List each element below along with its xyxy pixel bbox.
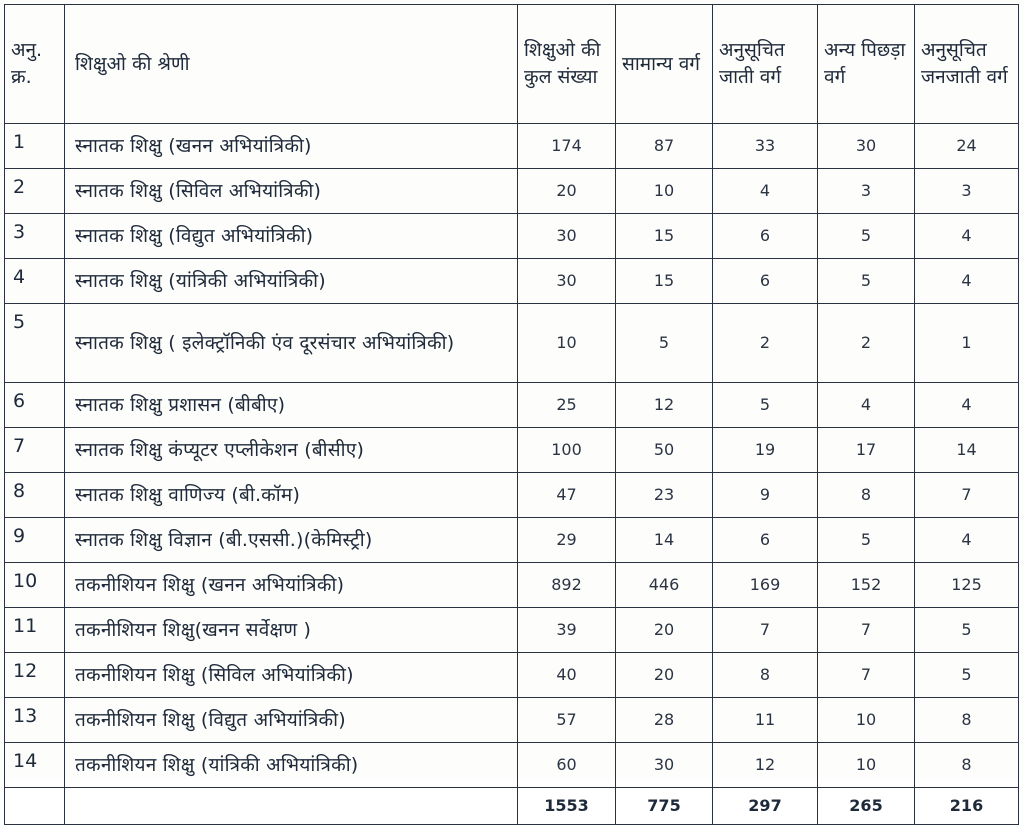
apprentice-category-table <box>4 4 1019 825</box>
header-total: शिक्षुओ की कुल संख्या <box>518 5 616 124</box>
cell-category: स्नातक शिक्षु (खनन अभियांत्रिकी) <box>65 124 518 169</box>
header-sno: अनु. क्र. <box>5 5 65 124</box>
cell-general: 446 <box>616 563 713 608</box>
cell-category: तकनीशियन शिक्षु(खनन सर्वेक्षण ) <box>65 608 518 653</box>
cell-general: 10 <box>616 169 713 214</box>
cell-total: 39 <box>518 608 616 653</box>
cell-obc: 7 <box>818 653 915 698</box>
header-obc: अन्य पिछड़ा वर्ग <box>818 5 915 124</box>
cell-sno: 9 <box>5 518 65 563</box>
cell-sno: 13 <box>5 698 65 743</box>
cell-sno: 4 <box>5 259 65 304</box>
cell-st: 125 <box>915 563 1019 608</box>
cell-st: 3 <box>915 169 1019 214</box>
cell-category: स्नातक शिक्षु (विद्युत अभियांत्रिकी) <box>65 214 518 259</box>
cell-st: 4 <box>915 259 1019 304</box>
cell-sc: 11 <box>713 698 818 743</box>
total-general: 775 <box>616 788 713 825</box>
cell-sc: 6 <box>713 214 818 259</box>
total-st: 216 <box>915 788 1019 825</box>
table-row <box>5 169 1019 214</box>
cell-st: 7 <box>915 473 1019 518</box>
cell-st: 4 <box>915 214 1019 259</box>
cell-sno: 1 <box>5 124 65 169</box>
cell-total: 100 <box>518 428 616 473</box>
table-row <box>5 608 1019 653</box>
cell-obc: 2 <box>818 304 915 383</box>
cell-obc: 5 <box>818 214 915 259</box>
cell-sc: 169 <box>713 563 818 608</box>
cell-category: स्नातक शिक्षु ( इलेक्ट्रॉनिकी एंव दूरसंचार अभियांत्रिकी) <box>65 304 518 383</box>
cell-category-empty <box>65 788 518 825</box>
cell-total: 57 <box>518 698 616 743</box>
cell-total: 30 <box>518 214 616 259</box>
cell-total: 29 <box>518 518 616 563</box>
cell-total: 25 <box>518 383 616 428</box>
cell-st: 5 <box>915 608 1019 653</box>
cell-sc: 19 <box>713 428 818 473</box>
cell-general: 87 <box>616 124 713 169</box>
cell-sno: 2 <box>5 169 65 214</box>
cell-general: 15 <box>616 214 713 259</box>
total-sc: 297 <box>713 788 818 825</box>
cell-general: 30 <box>616 743 713 788</box>
cell-category: तकनीशियन शिक्षु (खनन अभियांत्रिकी) <box>65 563 518 608</box>
table-row <box>5 124 1019 169</box>
total-count: 1553 <box>518 788 616 825</box>
cell-general: 15 <box>616 259 713 304</box>
cell-st: 14 <box>915 428 1019 473</box>
cell-sno: 11 <box>5 608 65 653</box>
cell-total: 10 <box>518 304 616 383</box>
cell-st: 5 <box>915 653 1019 698</box>
cell-st: 24 <box>915 124 1019 169</box>
table-row <box>5 428 1019 473</box>
cell-category: तकनीशियन शिक्षु (विद्युत अभियांत्रिकी) <box>65 698 518 743</box>
cell-total: 30 <box>518 259 616 304</box>
cell-sno: 3 <box>5 214 65 259</box>
cell-sc: 6 <box>713 259 818 304</box>
cell-category: तकनीशियन शिक्षु (यांत्रिकी अभियांत्रिकी) <box>65 743 518 788</box>
header-general: सामान्य वर्ग <box>616 5 713 124</box>
cell-sc: 12 <box>713 743 818 788</box>
cell-category: स्नातक शिक्षु (सिविल अभियांत्रिकी) <box>65 169 518 214</box>
table-row <box>5 259 1019 304</box>
cell-total: 60 <box>518 743 616 788</box>
cell-total: 174 <box>518 124 616 169</box>
cell-st: 8 <box>915 698 1019 743</box>
cell-total: 20 <box>518 169 616 214</box>
cell-category: स्नातक शिक्षु कंप्यूटर एप्लीकेशन (बीसीए) <box>65 428 518 473</box>
cell-obc: 10 <box>818 698 915 743</box>
cell-sc: 5 <box>713 383 818 428</box>
cell-sc: 8 <box>713 653 818 698</box>
cell-general: 20 <box>616 653 713 698</box>
table-row <box>5 698 1019 743</box>
cell-sno: 6 <box>5 383 65 428</box>
cell-obc: 5 <box>818 518 915 563</box>
table-row <box>5 304 1019 383</box>
table-row <box>5 383 1019 428</box>
table-row <box>5 743 1019 788</box>
cell-category: स्नातक शिक्षु विज्ञान (बी.एससी.)(केमिस्ट्री) <box>65 518 518 563</box>
table-header-row <box>5 5 1019 124</box>
cell-obc: 10 <box>818 743 915 788</box>
cell-obc: 7 <box>818 608 915 653</box>
cell-obc: 30 <box>818 124 915 169</box>
cell-category: स्नातक शिक्षु वाणिज्य (बी.कॉम) <box>65 473 518 518</box>
table-row <box>5 518 1019 563</box>
cell-general: 20 <box>616 608 713 653</box>
header-st: अनुसूचित जनजाती वर्ग <box>915 5 1019 124</box>
cell-category: तकनीशियन शिक्षु (सिविल अभियांत्रिकी) <box>65 653 518 698</box>
header-sc: अनुसूचित जाती वर्ग <box>713 5 818 124</box>
cell-obc: 5 <box>818 259 915 304</box>
cell-sno: 7 <box>5 428 65 473</box>
cell-total: 47 <box>518 473 616 518</box>
table-row <box>5 473 1019 518</box>
cell-general: 28 <box>616 698 713 743</box>
cell-sc: 33 <box>713 124 818 169</box>
cell-category: स्नातक शिक्षु प्रशासन (बीबीए) <box>65 383 518 428</box>
cell-sno-empty <box>5 788 65 825</box>
cell-sno: 10 <box>5 563 65 608</box>
table-row <box>5 563 1019 608</box>
cell-total: 892 <box>518 563 616 608</box>
cell-st: 8 <box>915 743 1019 788</box>
cell-sc: 2 <box>713 304 818 383</box>
cell-obc: 8 <box>818 473 915 518</box>
header-category: शिक्षुओ की श्रेणी <box>65 5 518 124</box>
cell-sc: 9 <box>713 473 818 518</box>
cell-obc: 3 <box>818 169 915 214</box>
cell-st: 4 <box>915 518 1019 563</box>
cell-general: 5 <box>616 304 713 383</box>
cell-sc: 6 <box>713 518 818 563</box>
cell-st: 1 <box>915 304 1019 383</box>
cell-sc: 4 <box>713 169 818 214</box>
cell-obc: 17 <box>818 428 915 473</box>
cell-sno: 8 <box>5 473 65 518</box>
cell-general: 50 <box>616 428 713 473</box>
cell-sc: 7 <box>713 608 818 653</box>
total-obc: 265 <box>818 788 915 825</box>
cell-category: स्नातक शिक्षु (यांत्रिकी अभियांत्रिकी) <box>65 259 518 304</box>
cell-obc: 4 <box>818 383 915 428</box>
totals-row <box>5 788 1019 825</box>
cell-obc: 152 <box>818 563 915 608</box>
cell-general: 23 <box>616 473 713 518</box>
table-row <box>5 214 1019 259</box>
cell-general: 14 <box>616 518 713 563</box>
cell-st: 4 <box>915 383 1019 428</box>
table-row <box>5 653 1019 698</box>
cell-sno: 5 <box>5 304 65 383</box>
cell-sno: 14 <box>5 743 65 788</box>
cell-general: 12 <box>616 383 713 428</box>
cell-total: 40 <box>518 653 616 698</box>
cell-sno: 12 <box>5 653 65 698</box>
